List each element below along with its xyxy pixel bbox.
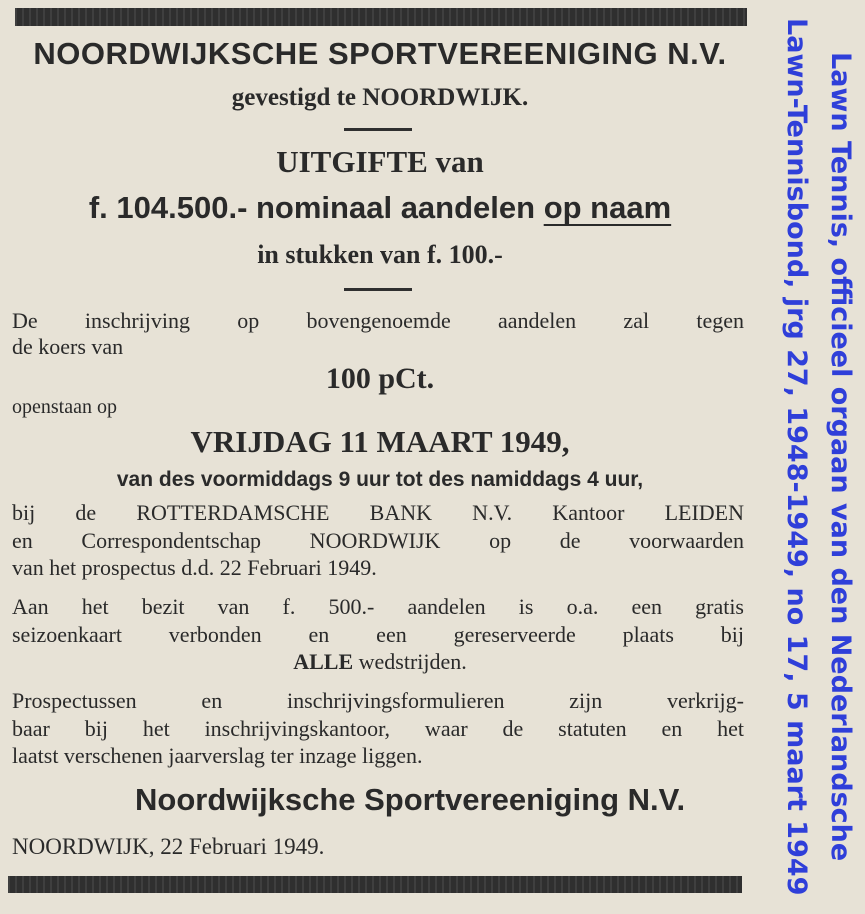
prospectus-line-2: baar bij het inschrijvingskantoor, waar de statuten en het (12, 716, 744, 741)
subscription-line-2: de koers van (12, 334, 124, 359)
offer-title: UITGIFTE van (276, 144, 484, 179)
source-caption-line-1: Lawn Tennis, officieel orgaan van den Nederlandsche (825, 52, 856, 862)
top-border-bar (15, 8, 747, 26)
org-name-heading: NOORDWIJKSCHE SPORTVEREENIGING N.V. (33, 36, 727, 71)
place-date: NOORDWIJK, 22 Februari 1949. (12, 834, 325, 859)
divider-rule (344, 288, 412, 291)
divider-rule (344, 128, 412, 131)
subscription-line-1: De inschrijving op bovengenoemde aandelen zal tegen (12, 308, 744, 333)
prospectus-line-1: Prospectussen en inschrijvingsformulieren zijn verkrijg- (12, 688, 744, 713)
denomination-line: in stukken van f. 100.- (257, 240, 503, 269)
bank-line-3: van het prospectus d.d. 22 Februari 1949. (12, 555, 377, 580)
bank-line-2: en Correspondentschap NOORDWIJK op de voorwaarden (12, 528, 744, 553)
benefits-rest: wedstrijden. (353, 649, 467, 674)
benefits-line-3 (0, 649, 760, 675)
offer-amount-text: f. 104.500.- nominaal aandelen (88, 190, 544, 225)
benefits-line-2: seizoenkaart verbonden en een gereserveerde plaats bij (12, 622, 744, 647)
bottom-border-bar (8, 876, 742, 893)
subscription-date: VRIJDAG 11 MAART 1949, (190, 424, 570, 459)
offer-amount-underlined: op naam (543, 190, 672, 225)
subscription-rate: 100 pCt. (325, 362, 435, 395)
signature: Noordwijksche Sportvereeniging N.V. (135, 782, 686, 817)
offer-amount (0, 190, 760, 226)
seat-line: gevestigd te NOORDWIJK. (231, 84, 529, 111)
bank-line-1: bij de ROTTERDAMSCHE BANK N.V. Kantoor LEIDEN (12, 500, 744, 525)
prospectus-line-3: laatst verschenen jaarverslag ter inzage liggen. (12, 743, 423, 768)
benefits-line-1: Aan het bezit van f. 500.- aandelen is o.a. een gratis (12, 594, 744, 619)
subscription-open: openstaan op (12, 396, 117, 418)
benefits-all: ALLE (293, 649, 354, 674)
source-caption-line-2: Lawn-Tennisbond, jrg 27, 1948-1949, no 17, 5 maart 1949 (781, 18, 812, 896)
subscription-hours: van des voormiddags 9 uur tot des namiddags 4 uur, (116, 468, 644, 491)
